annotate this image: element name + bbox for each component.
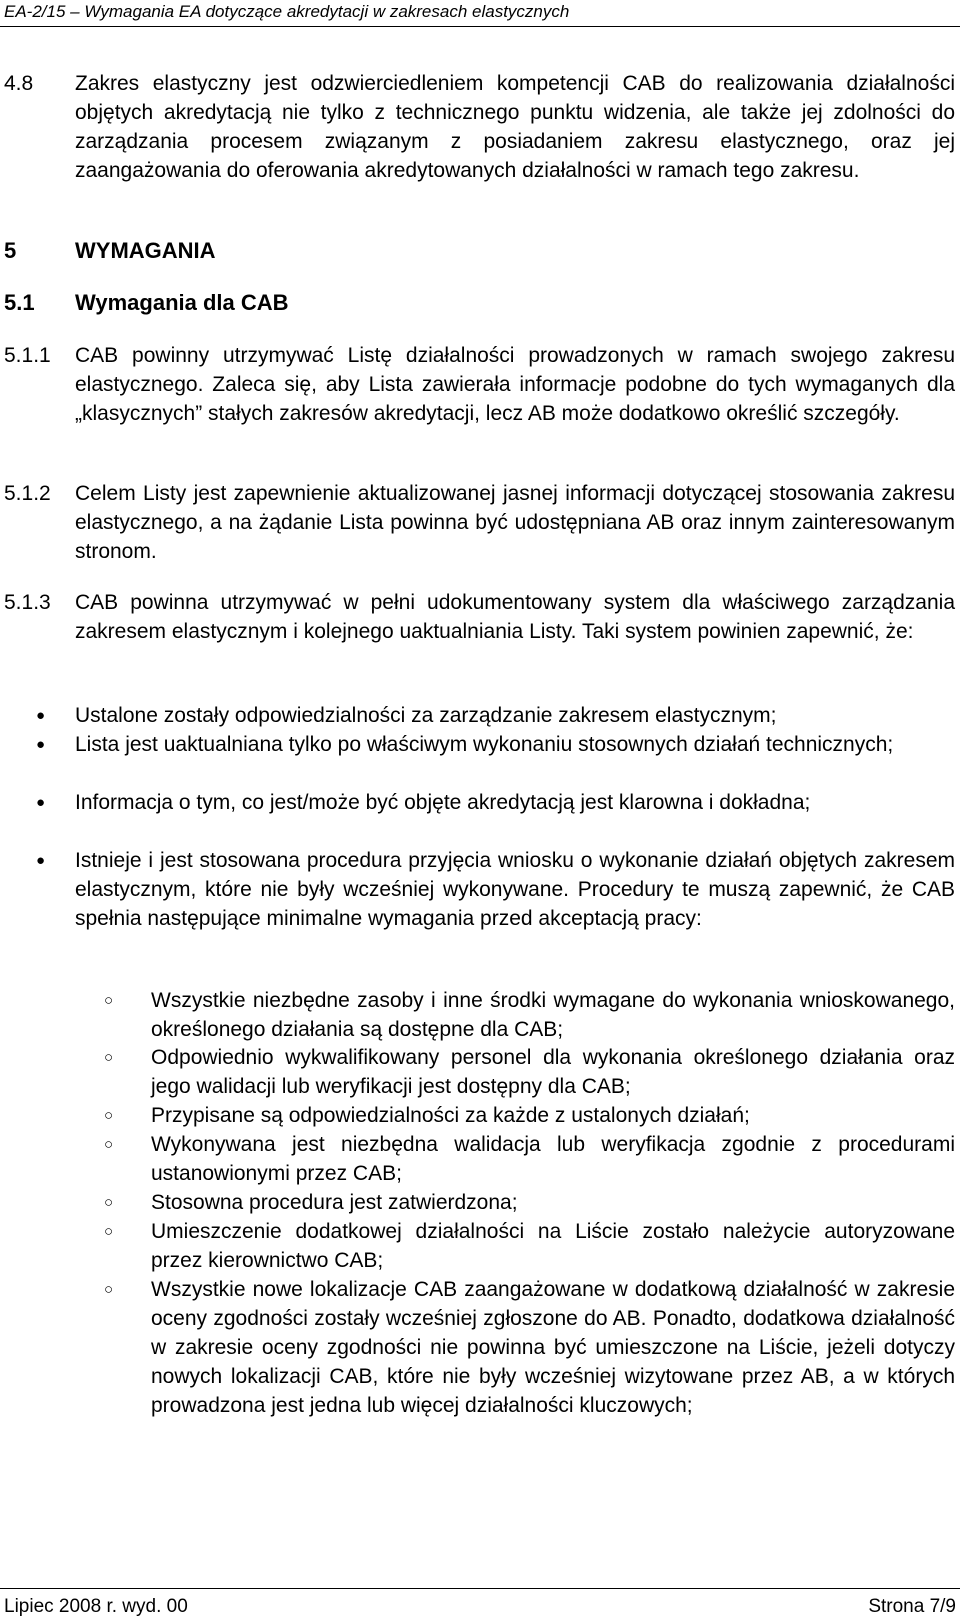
header-title: EA-2/15 – Wymagania EA dotyczące akredytacji w zakresach elastycznych [4, 2, 570, 21]
bullet-icon: ● [36, 736, 46, 753]
sub-bullet-icon: ○ [104, 1049, 114, 1066]
sub-bullet-item-7: Wszystkie nowe lokalizacje CAB zaangażowane w dodatkową działalność w zakresie oceny zgodności zostały wcześniej zgłoszone do AB. Ponadto, dodatkowa działalność w zakresie oceny zgodności nie powinna być umieszczone na Liście, jeżeli dotyczy nowych lokalizacji CAB, które nie były wcześniej wizytowane przez AB, a w których prowadzona jest jedna lub więcej działalności kluczowych; [151, 1278, 955, 1417]
section-5-1-3-text: CAB powinna utrzymywać w pełni udokumentowany system dla właściwego zarządzania zakresem elastycznym i kolejnego uaktualniania Listy. Taki system powinien zapewnić, że: [75, 591, 955, 643]
heading-5-1-number: 5.1 [4, 290, 35, 315]
footer-date-edition: Lipiec 2008 r. wyd. 00 [4, 1596, 188, 1617]
section-5-1-1-text: CAB powinny utrzymywać Listę działalności prowadzonych w ramach swojego zakresu elastycznego. Zaleca się, aby Lista zawierała informacje podobne do tych wymaganych dla „klasycznych” stałych zakresów akredytacji, lecz AB może dodatkowo określić szczegóły. [75, 344, 955, 425]
page-header [0, 0, 960, 30]
page-footer [0, 1588, 960, 1624]
sub-bullet-item-5: Stosowna procedura jest zatwierdzona; [151, 1191, 518, 1214]
sub-bullet-icon: ○ [104, 1107, 114, 1124]
heading-5-number: 5 [4, 238, 17, 263]
bullet-item-2: Lista jest uaktualniana tylko po właściwym wykonaniu stosownych działań technicznych; [75, 733, 894, 756]
bullet-item-3: Informacja o tym, co jest/może być objęte akredytacją jest klarowna i dokładna; [75, 791, 811, 814]
bullet-item-4: Istnieje i jest stosowana procedura przyjęcia wniosku o wykonanie działań objętych zakresem elastycznym, które nie były wcześniej wykonywane. Procedury te muszą zapewnić, że CAB spełnia następujące minimalne wymagania przed akceptacją pracy: [75, 849, 955, 930]
section-number-5-1-2: 5.1.2 [4, 482, 51, 505]
bullet-icon: ● [36, 707, 46, 724]
header-rule [0, 26, 960, 27]
footer-page-number: Strona 7/9 [868, 1596, 956, 1617]
sub-bullet-item-4: Wykonywana jest niezbędna walidacja lub weryfikacja zgodnie z procedurami ustanowionymi przez CAB; [151, 1133, 955, 1185]
sub-bullet-item-3: Przypisane są odpowiedzialności za każde z ustalonych działań; [151, 1104, 750, 1127]
section-number-4-8: 4.8 [4, 72, 34, 95]
sub-bullet-icon: ○ [104, 1281, 114, 1298]
sub-bullet-icon: ○ [104, 1136, 114, 1153]
sub-bullet-icon: ○ [104, 1223, 114, 1240]
section-4-8-text: Zakres elastyczny jest odzwierciedleniem kompetencji CAB do realizowania działalności objętych akredytacją nie tylko z technicznego punktu widzenia, ale także jej zdolności do zarządzania procesem związanym z posiadaniem zakresu elastycznego, oraz jej zaangażowania do oferowania akredytowanych działalności w ramach tego zakresu. [75, 72, 955, 182]
sub-bullet-item-1: Wszystkie niezbędne zasoby i inne środki wymagane do wykonania wnioskowanego, określonego działania są dostępne dla CAB; [151, 989, 955, 1041]
section-number-5-1-3: 5.1.3 [4, 591, 51, 614]
section-5-1-2-text: Celem Listy jest zapewnienie aktualizowanej jasnej informacji dotyczącej stosowania zakresu elastycznego, a na żądanie Lista powinna być udostępniana AB oraz innym zainteresowanym stronom. [75, 482, 955, 563]
sub-bullet-icon: ○ [104, 992, 114, 1009]
footer-rule [0, 1588, 960, 1589]
sub-bullet-item-2: Odpowiednio wykwalifikowany personel dla wykonania określonego działania oraz jego walidacji lub weryfikacji jest dostępny dla CAB; [151, 1046, 955, 1098]
bullet-icon: ● [36, 794, 46, 811]
bullet-icon: ● [36, 852, 46, 869]
heading-5-title: WYMAGANIA [75, 238, 216, 263]
sub-bullet-icon: ○ [104, 1194, 114, 1211]
bullet-item-1: Ustalone zostały odpowiedzialności za zarządzanie zakresem elastycznym; [75, 704, 777, 727]
sub-bullet-item-6: Umieszczenie dodatkowej działalności na Liście zostało należycie autoryzowane przez kierownictwo CAB; [151, 1220, 955, 1272]
heading-5-1-title: Wymagania dla CAB [75, 290, 289, 315]
section-number-5-1-1: 5.1.1 [4, 344, 51, 367]
